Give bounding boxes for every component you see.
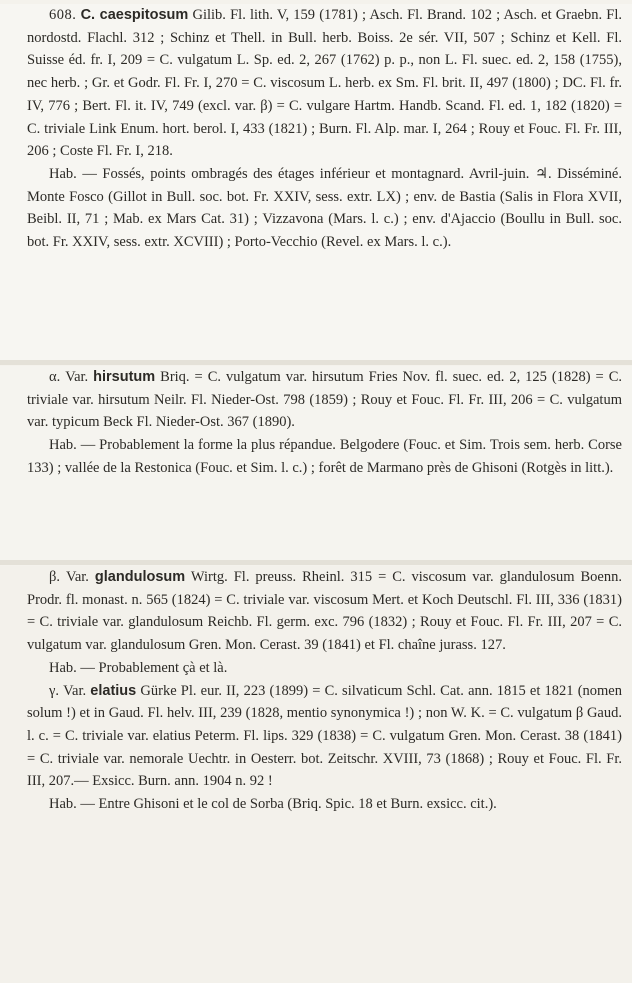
species-name: C. caespitosum (80, 7, 189, 23)
variety-name: elatius (90, 682, 137, 699)
variety-synonymy: Wirtg. Fl. preuss. Rheinl. 315 = C. viscosum var. glandulosum Boenn. Prodr. fl. monast. n. 565 (1824) = C. triviale var. viscosum Mert. et Koch Deutschl. Fl. III, 336 (1831) = C. triviale var. glandulosum Reichb. Fl. germ. exc. 796 (1832) ; Rouy et Fouc. Fl. Fr. III, 207 = C. vulgatum var. glandulosum Gren. Mon. Cerast. 39 (1841) et Fl. chaîne jurass. 127. (27, 569, 622, 654)
scan-divider (0, 560, 632, 565)
variety-habitat: Hab. — Entre Ghisoni et le col de Sorba (Briq. Spic. 18 et Burn. exsicc. cit.). (49, 796, 497, 813)
variety-synonymy: Gürke Pl. eur. II, 223 (1899) = C. silvaticum Schl. Cat. ann. 1815 et 1821 (nomen solum !) et in Gaud. Fl. helv. III, 239 (1828, mentio synonymica !) ; non W. K. = C. vulgatum β Gaud. l. c. = C. triviale var. elatius Peterm. Fl. lips. 329 (1838) = C. vulgatum Gren. Mon. Cerast. 38 (1841) = C. triviale var. nemorale Uechtr. in Oesterr. bot. Zeitschr. XVIII, 73 (1868) ; Rouy et Fouc. Fl. Fr. III, 207.— Exsicc. Burn. ann. 1904 n. 92 ! (27, 682, 622, 790)
variety-synonymy-paragraph (27, 680, 622, 794)
variety-synonymy-paragraph (27, 566, 622, 657)
variety-marker: α. Var. (49, 369, 89, 385)
species-entry (0, 4, 632, 360)
variety-habitat: Hab. — Probablement la forme la plus répandue. Belgodere (Fouc. et Sim. Trois sem. herb. Corse 133) ; vallée de la Restonica (Fouc. et Sim. l. c.) ; forêt de Marmano près de Ghisoni (Rotgès in litt.). (27, 437, 622, 476)
species-synonymy-paragraph (27, 4, 622, 163)
variety-synonymy: Briq. = C. vulgatum var. hirsutum Fries Nov. fl. suec. ed. 2, 125 (1828) = C. triviale var. hirsutum Neilr. Fl. Nieder-Ost. 798 (1859) ; Rouy et Fouc. Fl. Fr. III, 206 = C. vulgatum var. typicum Beck Fl. Nieder-Ost. 367 (1890). (27, 369, 622, 431)
variety-name: glandulosum (94, 569, 186, 585)
variety-marker: γ. Var. (49, 682, 87, 699)
variety-hirsutum (0, 366, 632, 560)
variety-synonymy-paragraph (27, 366, 622, 434)
scan-divider (0, 360, 632, 365)
species-habitat: Hab. — Fossés, points ombragés des étages inférieur et montagnard. Avril-juin. ♃. Disséminé. Monte Fosco (Gillot in Bull. soc. bot. Fr. XXIV, sess. extr. LX) ; env. de Bastia (Salis in Flora XVII, Beibl. II, 71 ; Mab. ex Mars Cat. 31) ; Vizzavona (Mars. l. c.) ; env. d'Ajaccio (Boullu in Bull. soc. bot. Fr. XXIV, sess. extr. XCVIII) ; Porto-Vecchio (Revel. ex Mars. l. c.). (27, 165, 622, 251)
variety-marker: β. Var. (49, 569, 89, 585)
species-synonymy: Gilib. Fl. lith. V, 159 (1781) ; Asch. Fl. Brand. 102 ; Asch. et Graebn. Fl. nordostd. Flachl. 312 ; Schinz et Thell. in Bull. herb. Boiss. 2e sér. VII, 507 ; Schinz et Kell. Fl. Suisse éd. fr. I, 209 = C. vulgatum L. Sp. ed. 2, 267 (1762) p. p., non L. Fl. suec. ed. 2, 158 (1755), nec herb. ; Gr. et Godr. Fl. Fr. I, 270 = C. viscosum L. herb. ex Sm. Fl. brit. II, 497 (1800) ; DC. Fl. fr. IV, 776 ; Bert. Fl. it. IV, 749 (excl. var. β) = C. vulgare Hartm. Handb. Scand. Fl. ed. 1, 182 (1820) = C. triviale Link Enum. hort. berol. I, 433 (1821) ; Burn. Fl. Alp. mar. I, 264 ; Rouy et Fouc. Fl. Fr. III, 206 ; Coste Fl. Fr. I, 218. (27, 7, 623, 160)
species-number: 608. (49, 7, 77, 23)
variety-name: hirsutum (93, 369, 156, 385)
variety-glandulosum-and-elatius (0, 566, 632, 983)
variety-habitat: Hab. — Probablement çà et là. (49, 659, 228, 676)
